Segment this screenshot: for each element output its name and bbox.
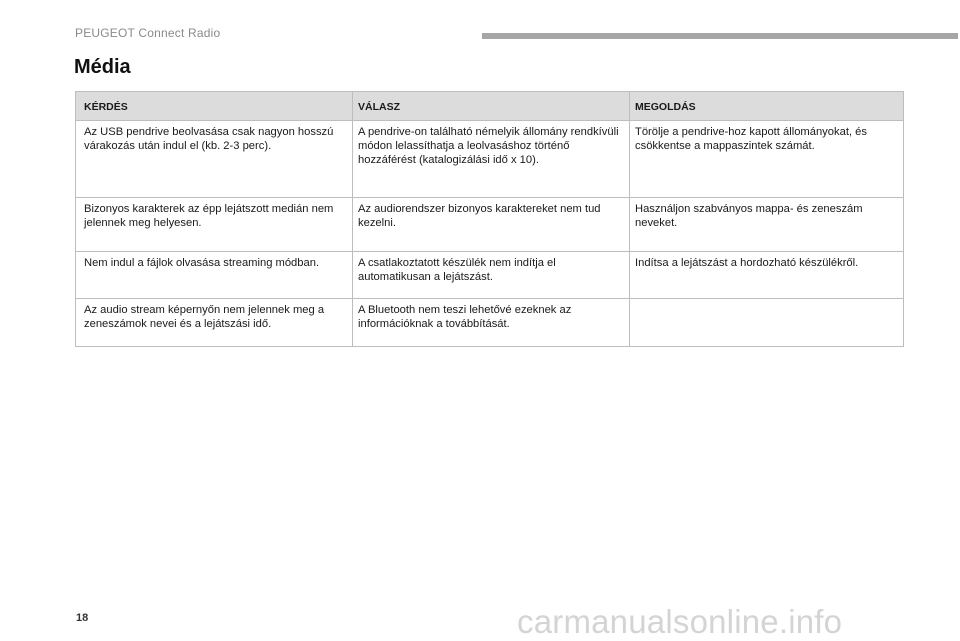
header-question: KÉRDÉS — [76, 92, 353, 121]
faq-table — [75, 91, 904, 347]
answer-cell: A Bluetooth nem teszi lehetővé ezeknek az információknak a továbbítását. — [353, 299, 630, 347]
answer-cell: A csatlakoztatott készülék nem indítja el automatikusan a lejátszást. — [353, 252, 630, 299]
table-row — [76, 252, 904, 299]
table-row — [76, 299, 904, 347]
solution-cell — [630, 299, 904, 347]
header-rule — [482, 33, 958, 39]
question-cell: Az USB pendrive beolvasása csak nagyon hosszú várakozás után indul el (kb. 2-3 perc). — [76, 121, 353, 198]
question-cell: Nem indul a fájlok olvasása streaming módban. — [76, 252, 353, 299]
solution-cell: Törölje a pendrive-hoz kapott állományokat, és csökkentse a mappaszintek számát. — [630, 121, 904, 198]
answer-cell: A pendrive-on található némelyik állomány rendkívüli módon lelassíthatja a leolvasáshoz történő hozzáférést (katalogizálási idő x 10). — [353, 121, 630, 198]
solution-cell: Használjon szabványos mappa- és zeneszám neveket. — [630, 198, 904, 252]
running-header-title: PEUGEOT Connect Radio — [75, 26, 221, 40]
header-solution: MEGOLDÁS — [630, 92, 904, 121]
table-row — [76, 198, 904, 252]
answer-cell: Az audiorendszer bizonyos karaktereket nem tud kezelni. — [353, 198, 630, 252]
section-title: Média — [74, 56, 131, 78]
question-cell: Az audio stream képernyőn nem jelennek meg a zeneszámok nevei és a lejátszási idő. — [76, 299, 353, 347]
table-row — [76, 121, 904, 198]
question-cell: Bizonyos karakterek az épp lejátszott medián nem jelennek meg helyesen. — [76, 198, 353, 252]
solution-cell: Indítsa a lejátszást a hordozható készülékről. — [630, 252, 904, 299]
watermark-text: carmanualsonline.info — [517, 603, 843, 640]
page-number: 18 — [76, 612, 89, 624]
table-header-row — [76, 92, 904, 121]
header-answer: VÁLASZ — [353, 92, 630, 121]
